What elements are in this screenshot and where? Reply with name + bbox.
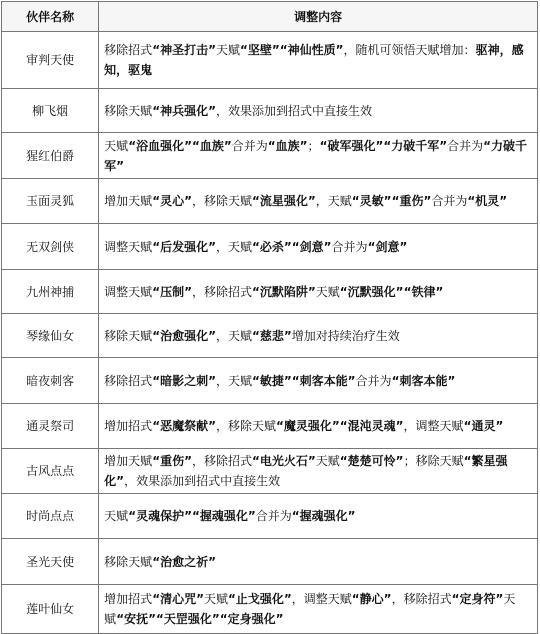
adjustment-text: 增加招式 bbox=[104, 592, 153, 606]
skill-name: “铁律” bbox=[403, 284, 444, 299]
skill-name: “治愈强化” bbox=[152, 328, 216, 343]
adjustment-text: 天赋 bbox=[315, 284, 340, 299]
adjustment-text: 合并为 bbox=[231, 138, 268, 153]
skill-name: “后发强化” bbox=[152, 239, 216, 254]
skill-name: “力破千军” bbox=[104, 138, 528, 173]
skill-name: “流星强化” bbox=[251, 194, 316, 208]
adjustment-text: 移除天赋 bbox=[104, 103, 153, 118]
partner-name: 猩红伯爵 bbox=[2, 133, 99, 179]
adjustment-text: ，移除天赋 bbox=[191, 194, 252, 208]
skill-name: “坚壁” bbox=[239, 43, 280, 57]
adjustment-text: 天赋 bbox=[104, 592, 516, 626]
adjustment-text: ，随机可领悟天赋增加： bbox=[343, 43, 476, 57]
skill-name: “沉默强化” bbox=[339, 284, 404, 299]
adjustment-text: ，移除天赋 bbox=[215, 419, 276, 433]
adjustment-text: ，调整天赋 bbox=[291, 592, 352, 606]
adjustment-text: 合并为 bbox=[431, 194, 468, 208]
skill-name: “混沌灵魂” bbox=[339, 419, 404, 433]
partner-name: 无双剑侠 bbox=[2, 224, 99, 270]
adjustment-text: 合并为 bbox=[331, 239, 368, 254]
skill-name: “灵心” bbox=[152, 194, 192, 208]
skill-name: “电光火石” bbox=[251, 454, 316, 468]
skill-name: “安抚” bbox=[116, 612, 156, 626]
adjustment-content bbox=[99, 133, 538, 179]
adjustment-text: 调整天赋 bbox=[104, 284, 153, 299]
skill-name: “机灵” bbox=[467, 194, 508, 208]
skill-name: “剑意” bbox=[367, 239, 408, 254]
adjustment-content bbox=[99, 585, 538, 634]
adjustment-text: 天赋 bbox=[215, 43, 240, 57]
table-row bbox=[2, 449, 538, 494]
adjustment-text: ；移除天赋 bbox=[403, 454, 464, 468]
partner-name: 时尚点点 bbox=[2, 494, 99, 539]
adjustment-content bbox=[99, 179, 538, 224]
adjustment-text: ，移除招式 bbox=[191, 284, 252, 299]
table-row bbox=[2, 32, 538, 89]
skill-name: “神兵强化” bbox=[152, 103, 216, 118]
table-row bbox=[2, 270, 538, 314]
adjustment-content bbox=[99, 314, 538, 358]
skill-name: “敏捷” bbox=[251, 373, 292, 388]
partner-name: 圣光天使 bbox=[2, 539, 99, 585]
skill-name: “通灵” bbox=[463, 419, 504, 433]
skill-name: “治愈之祈” bbox=[152, 554, 216, 569]
header-row bbox=[2, 2, 538, 32]
skill-name: “力破千军” bbox=[383, 138, 448, 153]
adjustment-text: 移除招式 bbox=[104, 43, 153, 57]
adjustment-text: ，效果添加到招式中直接生效 bbox=[124, 474, 281, 488]
adjustment-text: 天赋 bbox=[104, 138, 129, 153]
adjustment-text: 移除招式 bbox=[104, 373, 153, 388]
table-row bbox=[2, 133, 538, 179]
skill-name: “繁星强化” bbox=[104, 454, 508, 488]
partner-name: 通灵祭司 bbox=[2, 404, 99, 449]
skill-name: “剑意” bbox=[291, 239, 332, 254]
adjustment-content bbox=[99, 494, 538, 539]
adjustment-text: ，天赋 bbox=[315, 194, 352, 208]
skill-name: “压制” bbox=[152, 284, 192, 299]
skill-name: “神仙性质” bbox=[279, 43, 344, 57]
skill-name: “血族” bbox=[267, 138, 308, 153]
skill-name: “沉默陷阱” bbox=[251, 284, 316, 299]
adjustment-text: 天赋 bbox=[203, 592, 228, 606]
skill-name: 驱神，感知，驱鬼 bbox=[104, 43, 524, 77]
skill-name: “定身强化” bbox=[219, 612, 284, 626]
adjustment-text: 合并为 bbox=[447, 138, 484, 153]
table-row bbox=[2, 358, 538, 404]
adjustment-text: ，调整天赋 bbox=[403, 419, 464, 433]
table-row bbox=[2, 494, 538, 539]
adjustment-text: 天赋 bbox=[104, 509, 129, 523]
adjustment-text: 增加天赋 bbox=[104, 194, 153, 208]
adjustment-text: 移除天赋 bbox=[104, 554, 153, 569]
skill-name: “神圣打击” bbox=[152, 43, 216, 57]
adjustment-text: 合并为 bbox=[255, 509, 292, 523]
partner-name: 莲叶仙女 bbox=[2, 585, 99, 634]
adjustment-content bbox=[99, 32, 538, 89]
adjustment-text: ，移除招式 bbox=[391, 592, 452, 606]
table-row bbox=[2, 585, 538, 634]
adjustment-text: 天赋 bbox=[315, 454, 340, 468]
table-row bbox=[2, 404, 538, 449]
header-adjustment: 调整内容 bbox=[99, 2, 538, 32]
table-row bbox=[2, 89, 538, 133]
partner-name: 审判天使 bbox=[2, 32, 99, 89]
skill-name: “刺客本能” bbox=[391, 373, 456, 388]
adjustment-content bbox=[99, 404, 538, 449]
adjustment-text: ，效果添加到招式中直接生效 bbox=[215, 103, 372, 118]
adjustment-content bbox=[99, 539, 538, 585]
partner-name: 琴缘仙女 bbox=[2, 314, 99, 358]
adjustment-text: ，天赋 bbox=[215, 373, 252, 388]
skill-name: “重伤” bbox=[152, 454, 192, 468]
adjustment-text: ； bbox=[307, 138, 320, 153]
skill-name: “止戈强化” bbox=[227, 592, 292, 606]
adjustment-content bbox=[99, 358, 538, 404]
adjustment-text: 增加招式 bbox=[104, 419, 153, 433]
skill-name: “握魂强化” bbox=[291, 509, 356, 523]
partner-name: 九州神捕 bbox=[2, 270, 99, 314]
adjustment-text: ，移除招式 bbox=[191, 454, 252, 468]
table-row bbox=[2, 224, 538, 270]
adjustment-text: 合并为 bbox=[355, 373, 392, 388]
adjustment-table bbox=[1, 1, 538, 634]
partner-name: 柳飞烟 bbox=[2, 89, 99, 133]
partner-name: 古风点点 bbox=[2, 449, 99, 494]
adjustment-text: 移除天赋 bbox=[104, 328, 153, 343]
table-body bbox=[2, 32, 538, 634]
adjustment-content bbox=[99, 89, 538, 133]
skill-name: “破军强化” bbox=[319, 138, 384, 153]
skill-name: “重伤” bbox=[391, 194, 432, 208]
table-row bbox=[2, 539, 538, 585]
adjustment-text: 增加天赋 bbox=[104, 454, 153, 468]
partner-name: 暗夜刺客 bbox=[2, 358, 99, 404]
skill-name: “必杀” bbox=[251, 239, 292, 254]
table-row bbox=[2, 314, 538, 358]
skill-name: “慈悲” bbox=[251, 328, 292, 343]
skill-name: “静心” bbox=[351, 592, 392, 606]
skill-name: “楚楚可怜” bbox=[339, 454, 404, 468]
adjustment-content bbox=[99, 270, 538, 314]
skill-name: “血族” bbox=[191, 138, 232, 153]
header-name: 伙伴名称 bbox=[2, 2, 99, 32]
table-row bbox=[2, 179, 538, 224]
adjustment-text: ，天赋 bbox=[215, 328, 252, 343]
skill-name: “握魂强化” bbox=[191, 509, 256, 523]
skill-name: “恶魔祭献” bbox=[152, 419, 216, 433]
skill-name: “暗影之刺” bbox=[152, 373, 216, 388]
adjustment-content bbox=[99, 224, 538, 270]
skill-name: “刺客本能” bbox=[291, 373, 356, 388]
skill-name: “天罡强化” bbox=[155, 612, 220, 626]
skill-name: “灵魂保护” bbox=[128, 509, 192, 523]
adjustment-text: 调整天赋 bbox=[104, 239, 153, 254]
skill-name: “魔灵强化” bbox=[275, 419, 340, 433]
skill-name: “灵敏” bbox=[351, 194, 392, 208]
adjustment-text: 增加对持续治疗生效 bbox=[291, 328, 400, 343]
partner-name: 玉面灵狐 bbox=[2, 179, 99, 224]
skill-name: “清心咒” bbox=[152, 592, 204, 606]
skill-name: “定身符” bbox=[451, 592, 504, 606]
adjustment-content bbox=[99, 449, 538, 494]
adjustment-text: ，天赋 bbox=[215, 239, 252, 254]
skill-name: “浴血强化” bbox=[128, 138, 192, 153]
